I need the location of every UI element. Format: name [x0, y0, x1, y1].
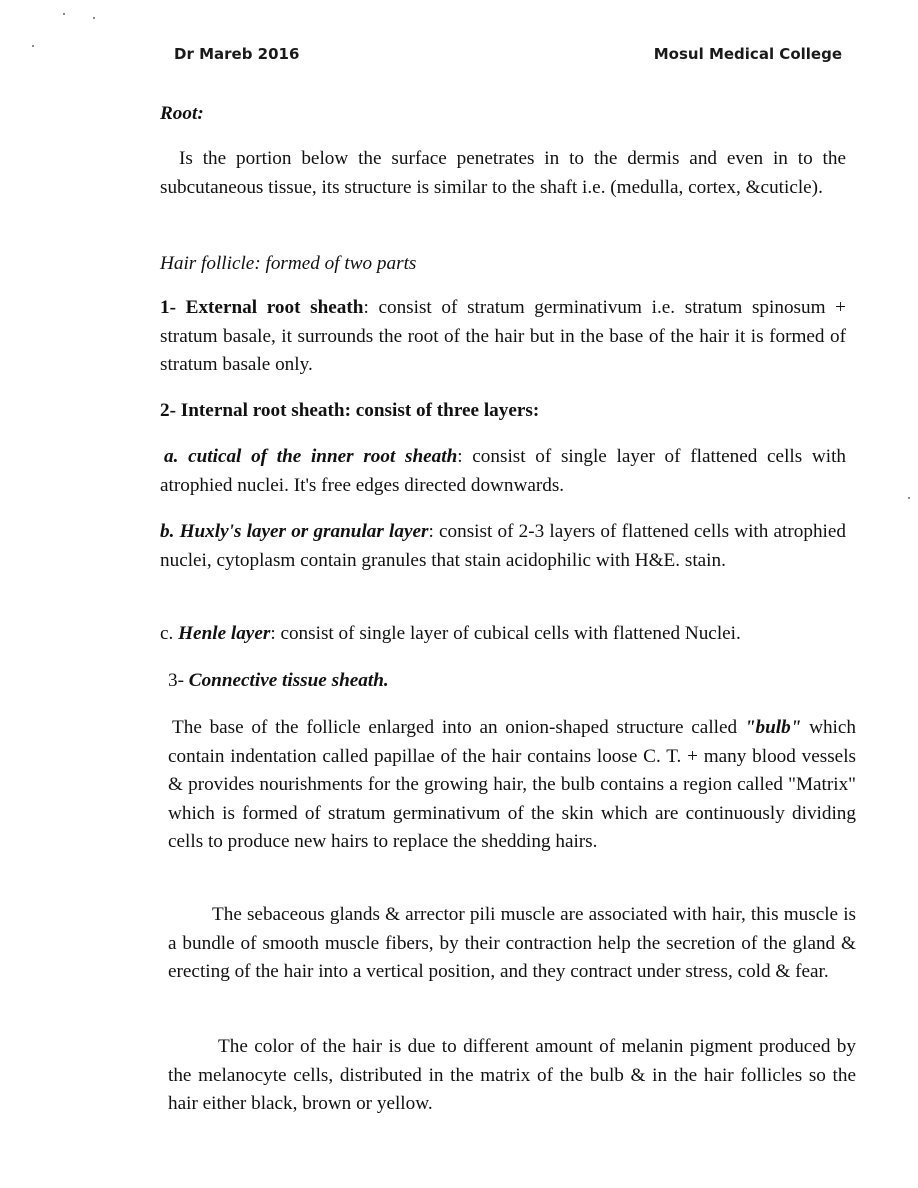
scan-speck	[93, 17, 95, 19]
connective-tissue-heading	[160, 667, 846, 696]
root-heading: Root:	[160, 103, 204, 124]
root-paragraph: Is the portion below the surface penetrates in to the dermis and even in to the subcutaneous tissue, its structure is similar to the shaft i.e. (medulla, cortex, &cuticle).	[160, 148, 846, 198]
layer-b-paragraph	[160, 518, 846, 575]
bulb-text-2: which contain indentation called papillae of the hair contains loose C. T. + many blood vessels & provides nourishments for the growing hair, the bulb contains a region called "Matrix" which is formed of stratum germinativum of the skin which are continuously dividing cells to produce new hairs to replace the shedding hairs.	[168, 717, 856, 852]
connective-label: Connective tissue sheath.	[188, 670, 389, 691]
layer-b-prefix: b.	[160, 521, 180, 542]
external-root-sheath-label: 1- External root sheath	[160, 297, 364, 318]
scan-speck	[908, 497, 910, 499]
layer-a-paragraph	[160, 443, 846, 500]
internal-root-sheath-heading: 2- Internal root sheath: consist of three layers:	[160, 400, 540, 421]
layer-c-label: Henle layer	[178, 623, 271, 644]
header-institution: Mosul Medical College	[653, 45, 842, 63]
external-root-sheath-text: : consist of stratum germinativum i.e. stratum spinosum + stratum basale, it surrounds the root of the hair but in the base of the hair it is formed of stratum basale only.	[160, 297, 847, 375]
sebaceous-paragraph: The sebaceous glands & arrector pili muscle are associated with hair, this muscle is a bundle of smooth muscle fibers, by their contraction help the secretion of the gland & erecting of the hair into a vertical position, and they contract under stress, cold & fear.	[168, 904, 856, 982]
hair-follicle-heading: Hair follicle: formed of two parts	[160, 253, 417, 274]
layer-c-text: : consist of single layer of cubical cells with flattened Nuclei.	[270, 623, 741, 644]
header-author-year: Dr Mareb 2016	[174, 45, 300, 63]
layer-c-prefix: c.	[160, 623, 179, 644]
bulb-text-1: The base of the follicle enlarged into an onion-shaped structure called	[172, 717, 745, 738]
scan-speck	[32, 45, 34, 47]
external-root-sheath-paragraph	[160, 294, 846, 380]
layer-c-paragraph	[160, 620, 846, 649]
bulb-term: "bulb"	[744, 717, 802, 738]
bulb-paragraph	[168, 714, 856, 857]
layer-b-label: Huxly's layer or granular layer	[179, 521, 429, 542]
layer-a-text: : consist of single layer of flattened cells with atrophied nuclei. It's free edges directed downwards.	[160, 446, 847, 496]
layer-b-text: : consist of 2-3 layers of flattened cells with atrophied nuclei, cytoplasm contain granules that stain acidophilic with H&E. stain.	[160, 521, 846, 571]
scan-speck	[63, 13, 65, 15]
hair-color-paragraph: The color of the hair is due to different amount of melanin pigment produced by the melanocyte cells, distributed in the matrix of the bulb & in the hair follicles so the hair either black, brown or yellow.	[168, 1036, 856, 1114]
connective-prefix: 3-	[168, 670, 189, 691]
layer-a-prefix: a.	[164, 446, 189, 467]
layer-a-label: cutical of the inner root sheath	[188, 446, 458, 467]
